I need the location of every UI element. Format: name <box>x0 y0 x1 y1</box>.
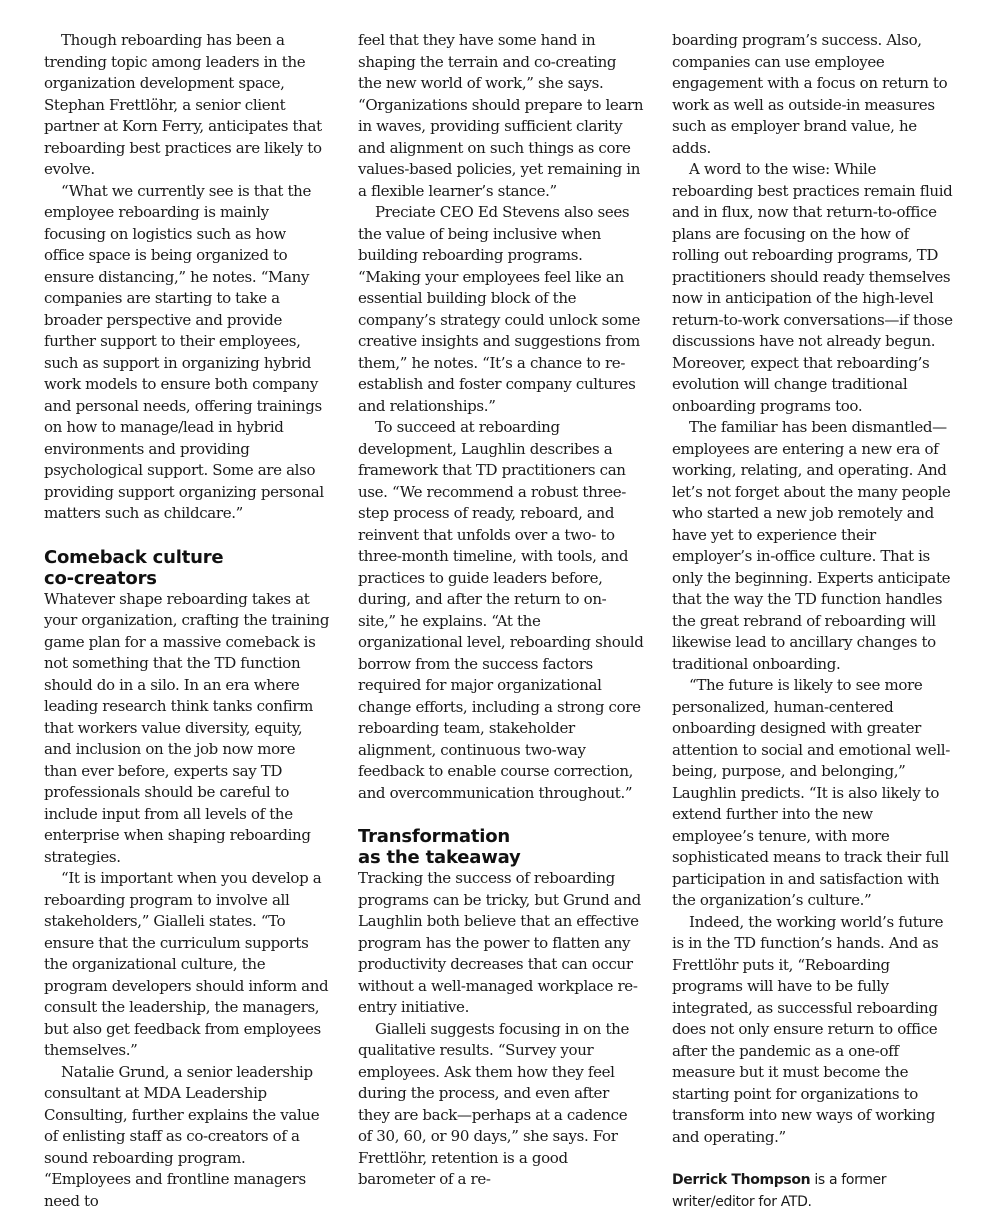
paragraph: “It is important when you develop a reboarding program to involve all stakeholders,” Gialleli states. “To ensure that the curriculum supports the organizational culture, the program developers should inform and consult the leadership, the managers, but also get feedback from employees themselves.” <box>44 869 329 1059</box>
paragraph: Preciate CEO Ed Stevens also sees the value of being inclusive when building reboarding programs. “Making your employees feel like an essential building block of the company’s strategy could unlock some creative insights and suggestions from them,” he notes. “It’s a chance to re-establish and foster company cultures and relationships.” <box>358 203 641 415</box>
paragraph: Tracking the success of reboarding programs can be tricky, but Grund and Laughlin both believe that an effective program has the power to flatten any productivity decreases that can occur without a well-managed workplace re-entry initiative. <box>358 869 641 1016</box>
column-3 <box>672 30 958 1213</box>
paragraph: feel that they have some hand in shaping the terrain and co-creating the new world of work,” she says. “Organizations should prepare to learn in waves, providing sufficient clarity and alignment on such things as core values-based policies, yet remaining in a flexible learner’s stance.” <box>358 31 644 200</box>
paragraph: Indeed, the working world’s future is in the TD function’s hands. And as Frettlöhr puts it, “Reboarding programs will have to be fully integrated, as successful reboarding does not only ensure return to office after the pandemic as a one-off measure but it must become the starting point for organizations to transform into new ways of working and operating.” <box>672 912 944 1146</box>
author-bio <box>672 1170 958 1213</box>
heading-line: Comeback culture <box>44 546 224 568</box>
paragraph: Whatever shape reboarding takes at your organization, crafting the training game plan for a massive comeback is not something that the TD function should do in a silo. In an era where leading research think tanks confirm that workers value diversity, equity, and inclusion on the job now more than ever before, experts say TD professionals should be careful to include input from all levels of the enterprise when shaping reboarding strategies. <box>44 589 330 866</box>
section-heading-transformation <box>358 826 644 868</box>
paragraph: To succeed at reboarding development, Laughlin describes a framework that TD practitioners can use. “We recommend a robust three-step process of ready, reboard, and reinvent that unfolds over a two- to three-month timeline, with tools, and practices to guide leaders before, during, and after the return to on-site,” he explains. “At the organizational level, reboarding should borrow from the success factors required for major organizational change efforts, including a strong core reboarding team, stakeholder alignment, continuous two-way feedback to enable course correction, and overcommunication throughout.” <box>358 418 644 802</box>
paragraph: A word to the wise: While reboarding best practices remain fluid and in flux, now that return-to-office plans are focusing on the how of rolling out reboarding programs, TD practitioners should ready themselves now in anticipation of the high-level return-to-work conversations—if those discussions have not already begun. Moreover, expect that reboarding’s evolution will change traditional onboarding programs too. <box>672 160 953 415</box>
paragraph: Gialleli suggests focusing in on the qualitative results. “Survey your employees. Ask them how they feel during the process, and even after they are back—perhaps at a cadence of 30, 60, or 90 days,” she says. For Frettlöhr, retention is a good barometer of a re- <box>358 1019 630 1188</box>
column-2 <box>358 30 644 1191</box>
paragraph: Natalie Grund, a senior leadership consultant at MDA Leadership Consulting, further explains the value of enlisting staff as co-creators of a sound reboarding program. “Employees and frontline managers need to <box>44 1062 320 1210</box>
paragraph: Though reboarding has been a trending topic among leaders in the organization development space, Stephan Frettlöhr, a senior client partner at Korn Ferry, anticipates that reboarding best practices are likely to evolve. <box>44 31 322 178</box>
paragraph: The familiar has been dismantled—employees are entering a new era of working, relating, and operating. And let’s not forget about the many people who started a new job remotely and have yet to experience their employer’s in-office culture. That is only the beginning. Experts anticipate that the way the TD function handles the great rebrand of reboarding will likewise lead to ancillary changes to traditional onboarding. <box>672 418 951 673</box>
paragraph: boarding program’s success. Also, companies can use employee engagement with a focus on return to work as well as outside-in measures such as employer brand value, he adds. <box>672 31 948 157</box>
heading-line: as the takeaway <box>358 847 521 868</box>
heading-line: co-creators <box>44 567 157 589</box>
paragraph: “What we currently see is that the employee reboarding is mainly focusing on logistics such as how office space is being organized to ensure distancing,” he notes. “Many companies are starting to take a broader perspective and provide further support to their employees, such as support in organizing hybrid work models to ensure both company and personal needs, offering trainings on how to manage/lead in hybrid environments and providing psychological support. Some are also providing support organizing personal matters such as childcare.” <box>44 181 324 522</box>
author-description: is a former writer/editor for ATD. <box>672 1172 887 1210</box>
heading-line: Transformation <box>358 826 510 847</box>
paragraph: “The future is likely to see more personalized, human-centered onboarding designed with greater attention to social and emotional well-being, purpose, and belonging,” Laughlin predicts. “It is also likely to extend further into the new employee’s tenure, with more sophisticated means to track their full participation in and satisfaction with the organization’s culture.” <box>672 676 950 909</box>
section-heading-comeback <box>44 547 330 589</box>
column-1 <box>44 30 330 1212</box>
author-name: Derrick Thompson <box>672 1172 811 1188</box>
